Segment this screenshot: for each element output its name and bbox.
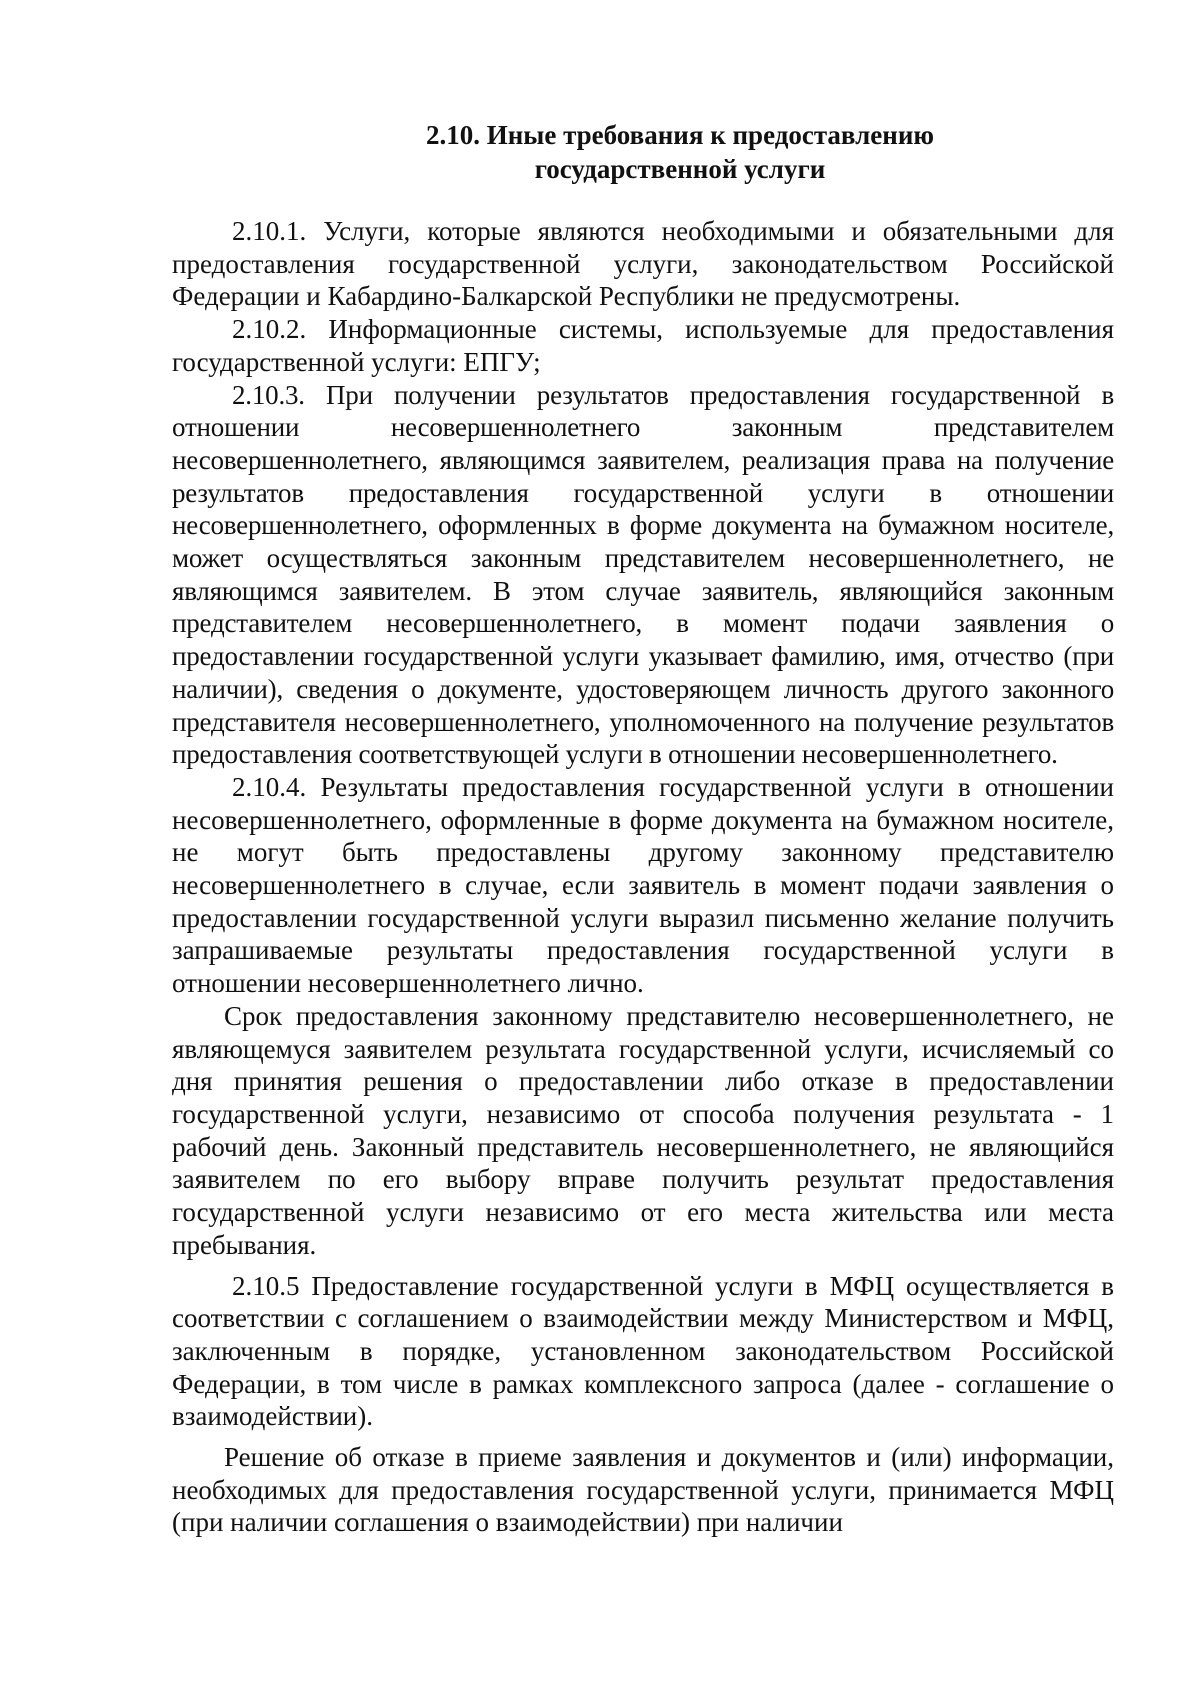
paragraph-2-10-2: 2.10.2. Информационные системы, используемые для предоставления государственной услуги: ЕПГУ; [172,314,1114,377]
document-body [172,215,1114,1539]
paragraph-2-10-1: 2.10.1. Услуги, которые являются необходимыми и обязательными для предоставления государственной услуги, законодательством Российской Федерации и Кабардино-Балкарской Республики не предусмотрены. [172,216,1114,312]
section-heading-line-2: государственной услуги [534,154,826,184]
section-heading-line-1: 2.10. Иные требования к предоставлению [425,120,935,150]
paragraph-2-10-4: 2.10.4. Результаты предоставления государственной услуги в отношении несовершеннолетнего, оформленные в форме документа на бумажном носителе, не могут быть предоставлены другому законному представителю несовершеннолетнего в случае, если заявитель в момент подачи заявления о предоставлении государственной услуги выразил письменно желание получить запрашиваемые результаты предоставления государственной услуги в отношении несовершеннолетнего лично. [172,771,1114,999]
paragraph-refusal-decision: Решение об отказе в приеме заявления и документов и (или) информации, необходимых для предоставления государственной услуги, принимается МФЦ (при наличии соглашения о взаимодействии) при наличии [172,1442,1114,1538]
section-heading [180,118,1180,186]
paragraph-2-10-3: 2.10.3. При получении результатов предоставления государственной в отношении несовершеннолетнего законным представителем несовершеннолетнего, являющимся заявителем, реализация права на получение результатов предоставления государственной услуги в отношении несовершеннолетнего, оформленных в форме документа на бумажном носителе, может осуществляться законным представителем несовершеннолетнего, не являющимся заявителем. В этом случае заявитель, являющийся законным представителем несовершеннолетнего, в момент подачи заявления о предоставлении государственной услуги указывает фамилию, имя, отчество (при наличии), сведения о документе, удостоверяющем личность другого законного представителя несовершеннолетнего, уполномоченного на получение результатов предоставления соответствующей услуги в отношении несовершеннолетнего. [172,379,1114,770]
paragraph-term-for-representative: Срок предоставления законному представителю несовершеннолетнего, не являющемуся заявителем результата государственной услуги, исчисляемый со дня принятия решения о предоставлении либо отказе в предоставлении государственной услуги, независимо от способа получения результата - 1 рабочий день. Законный представитель несовершеннолетнего, не являющийся заявителем по его выбору вправе получить результат предоставления государственной услуги независимо от его места жительства или места пребывания. [172,1000,1114,1260]
paragraph-2-10-5: 2.10.5 Предоставление государственной услуги в МФЦ осуществляется в соответствии с соглашением о взаимодействии между Министерством и МФЦ, заключенным в порядке, установленном законодательством Российской Федерации, в том числе в рамках комплексного запроса (далее - соглашение о взаимодействии). [172,1270,1114,1432]
